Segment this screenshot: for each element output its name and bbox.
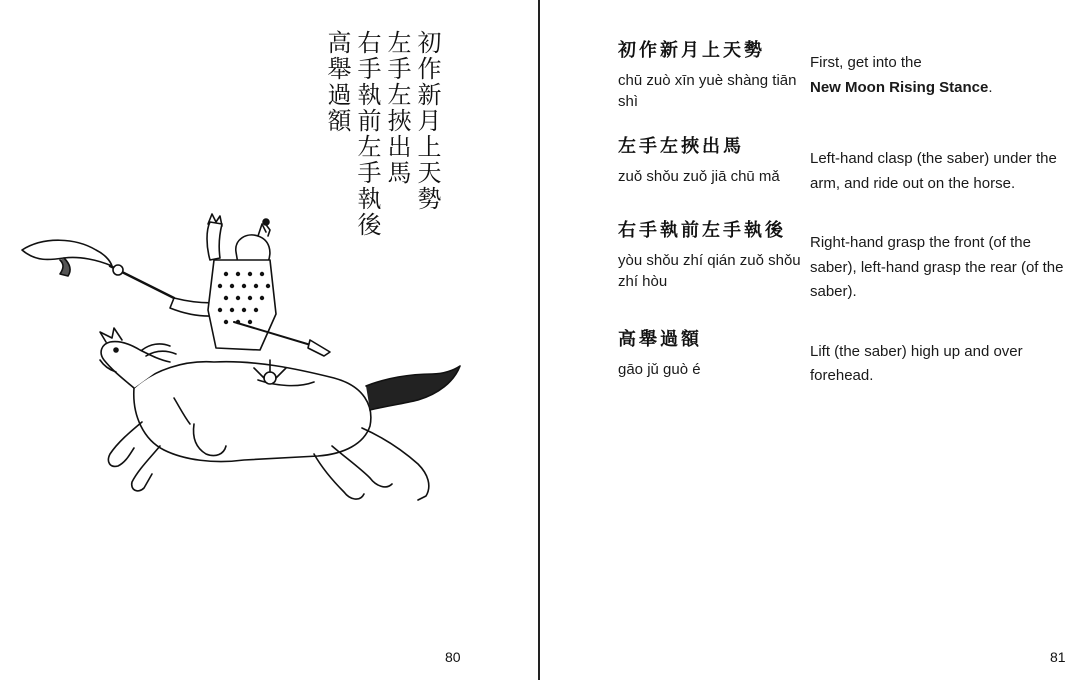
translation-entry	[618, 38, 1068, 112]
entry-pinyin: gāo jǔ guò é	[618, 360, 701, 378]
entry-translation: First, get into the New Moon Rising Stance.	[810, 54, 993, 96]
entry-pinyin: yòu shǒu zhí qián zuǒ shǒu zhí hòu	[618, 252, 801, 290]
entry-hanzi: 右手執前左手執後	[618, 220, 786, 241]
vertical-text-column-3: 右手執前左手執後	[353, 30, 381, 238]
entry-translation: Right-hand grasp the front (of the saber), left-hand grasp the rear (of the saber).	[810, 234, 1064, 300]
translation-entries	[618, 38, 1068, 411]
entry-translation: Left-hand clasp (the saber) under the arm, and ride out on the horse.	[810, 150, 1057, 192]
right-page	[540, 0, 1083, 680]
vertical-classical-text	[322, 30, 442, 238]
vertical-text-column-1: 初作新月上天勢	[413, 30, 441, 212]
page-number-right: 81	[1050, 649, 1066, 665]
entry-hanzi: 高舉過額	[618, 328, 702, 350]
vertical-text-column-4: 高舉過額	[323, 30, 351, 134]
armor-torso	[208, 260, 276, 350]
translation-entry	[618, 134, 1068, 196]
horse-tail	[366, 366, 460, 410]
left-page	[0, 0, 538, 680]
entry-hanzi: 左手左挾出馬	[618, 136, 744, 157]
entry-translation: Lift (the saber) high up and over forehead.	[810, 342, 1023, 384]
mounted-warrior-illustration	[14, 210, 464, 510]
page-number-left: 80	[445, 649, 461, 665]
vertical-text-column-2: 左手左挾出馬	[383, 30, 411, 186]
entry-pinyin: chū zuò xīn yuè shàng tiān shì	[618, 72, 797, 110]
stance-name: New Moon Rising Stance	[810, 78, 989, 96]
horse-body	[134, 362, 371, 462]
entry-pinyin: zuǒ shǒu zuǒ jiā chū mǎ	[618, 168, 780, 185]
entry-hanzi: 初作新月上天勢	[618, 40, 765, 61]
translation-entry	[618, 327, 1068, 389]
translation-entry	[618, 218, 1068, 305]
